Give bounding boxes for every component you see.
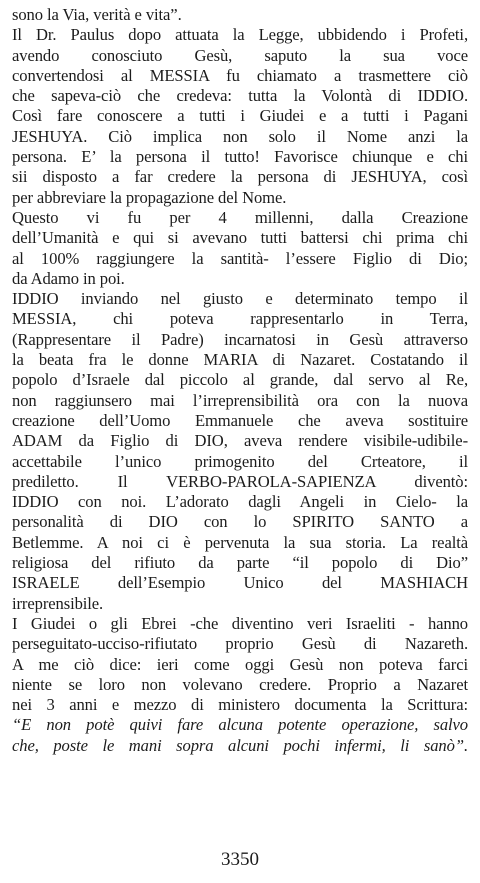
text-line: JESHUYA. Ciò implica non solo il Nome anzi la bbox=[12, 126, 468, 146]
text-line: ISRAELE dell’Esempio Unico del MASHIACH bbox=[12, 573, 468, 593]
text-line: Betlemme. A noi ci è pervenuta la sua storia. La realtà bbox=[12, 532, 468, 552]
text-line: popolo d’Israele dal piccolo al grande, dal servo al Re, bbox=[12, 370, 468, 390]
text-line: MESSIA, chi poteva rappresentarlo in Terra, bbox=[12, 309, 468, 329]
text-line: ADAM da Figlio di DIO, aveva rendere visibile-udibile- bbox=[12, 431, 468, 451]
text-line: creazione dell’Uomo Emmanuele che aveva sostituire bbox=[12, 410, 468, 430]
text-line: sii disposto a far credere la persona di JESHUYA, così bbox=[12, 167, 468, 187]
text-line: per abbreviare la propagazione del Nome. bbox=[12, 187, 287, 207]
text-line: non raggiunsero mai l’irreprensibilità ora con la nuova bbox=[12, 390, 468, 410]
text-line: la beata fra le donne MARIA di Nazaret. Costatando il bbox=[12, 350, 468, 370]
text-line: IDDIO inviando nel giusto e determinato tempo il bbox=[12, 289, 468, 309]
text-line: convertendosi al MESSIA fu chiamato a trasmettere ciò bbox=[12, 65, 468, 85]
text-line: IDDIO con noi. L’adorato dagli Angeli in Cielo- la bbox=[12, 492, 468, 512]
text-line: nei 3 anni e mezzo di ministero documenta la Scrittura: bbox=[12, 695, 468, 715]
text-line: A me ciò dice: ieri come oggi Gesù non poteva farci bbox=[12, 654, 468, 674]
document-body bbox=[12, 5, 468, 756]
text-line: dell’Umanità e qui si avevano tutti battersi chi prima chi bbox=[12, 228, 468, 248]
quote-line: che, poste le mani sopra alcuni pochi infermi, li sanò”. bbox=[12, 735, 468, 755]
text-line: Questo vi fu per 4 millenni, dalla Creazione bbox=[12, 207, 468, 227]
page-number: 3350 bbox=[221, 849, 259, 870]
text-line: da Adamo in poi. bbox=[12, 268, 125, 288]
text-line: persona. E’ la persona il tutto! Favorisce chiunque e chi bbox=[12, 147, 468, 167]
quote-line: “E non potè quivi fare alcuna potente operazione, salvo bbox=[12, 715, 468, 735]
text-line: I Giudei o gli Ebrei -che diventino veri Israeliti - hanno bbox=[12, 613, 468, 633]
text-line: irreprensibile. bbox=[12, 593, 104, 613]
text-line: prediletto. Il VERBO-PAROLA-SAPIENZA diventò: bbox=[12, 471, 468, 491]
text-line: (Rappresentare il Padre) incarnatosi in Gesù attraverso bbox=[12, 329, 468, 349]
text-line: avendo conosciuto Gesù, saputo la sua voce bbox=[12, 45, 468, 65]
text-line: accettabile l’unico primogenito del Crteatore, il bbox=[12, 451, 468, 471]
text-line: perseguitato-ucciso-rifiutato proprio Gesù di Nazareth. bbox=[12, 634, 468, 654]
text-line: religiosa del rifiuto da parte “il popolo di Dio” bbox=[12, 553, 468, 573]
text-line: personalità di DIO con lo SPIRITO SANTO a bbox=[12, 512, 468, 532]
text-line: sono la Via, verità e vita”. bbox=[12, 5, 182, 24]
text-line: che sapeva-ciò che credeva: tutta la Volontà di IDDIO. bbox=[12, 86, 468, 106]
text-line: niente se loro non volevano credere. Proprio a Nazaret bbox=[12, 674, 468, 694]
text-line: Così fare conoscere a tutti i Giudei e a tutti i Pagani bbox=[12, 106, 468, 126]
text-line: Il Dr. Paulus dopo attuata la Legge, ubbidendo i Profeti, bbox=[12, 25, 468, 45]
text-line: al 100% raggiungere la santità- l’essere Figlio di Dio; bbox=[12, 248, 468, 268]
